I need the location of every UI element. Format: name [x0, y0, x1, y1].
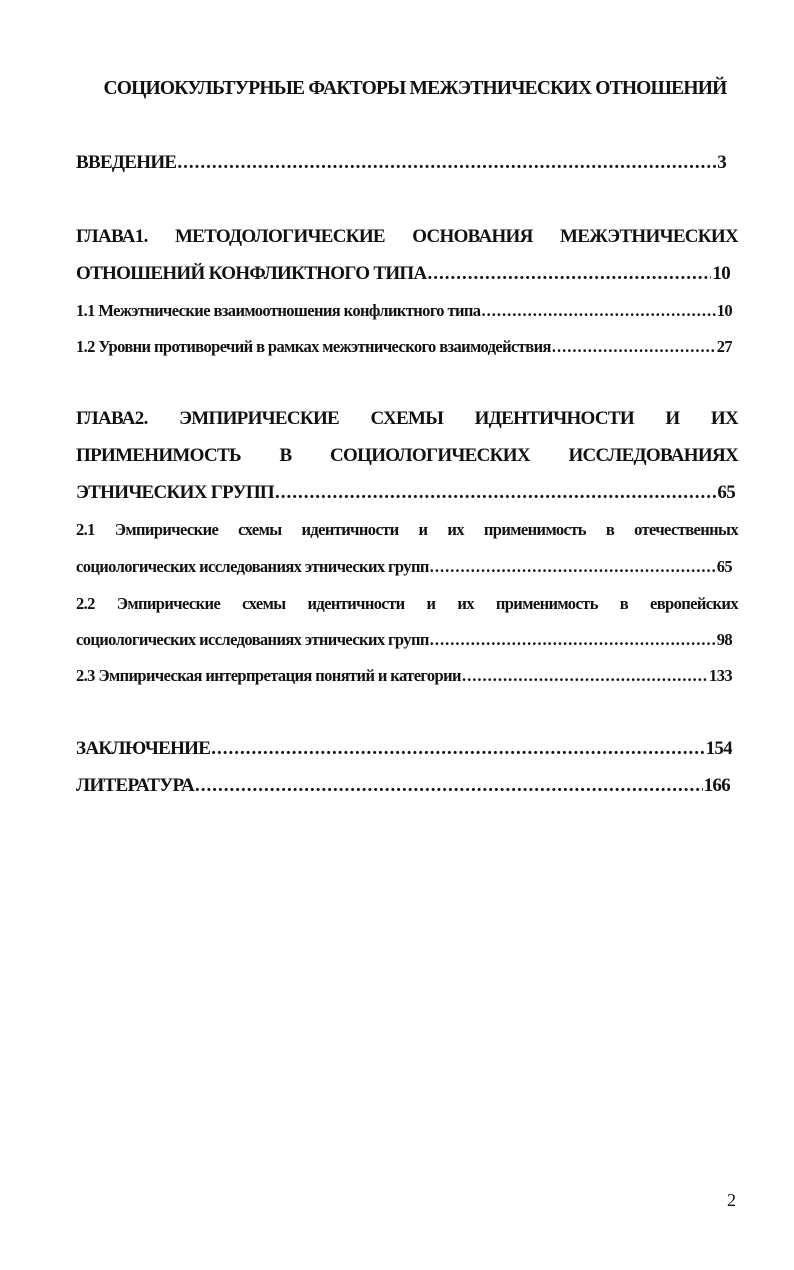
- toc-leader-dots: [195, 775, 703, 797]
- toc-entry-page: 98: [716, 630, 732, 649]
- toc-section-2-2-line1: 2.2 Эмпирические схемы идентичности и их применимость в европейских: [76, 594, 738, 613]
- toc-entry-page: 3: [717, 152, 726, 173]
- toc-entry-label: ВВЕДЕНИЕ: [76, 152, 177, 173]
- toc-entry-label: 1.2 Уровни противоречий в рамках межэтнического взаимодействия: [76, 337, 551, 356]
- toc-entry-section-1-2: [76, 337, 732, 357]
- toc-leader-dots: [275, 482, 716, 504]
- toc-entry-label: ОТНОШЕНИЙ КОНФЛИКТНОГО ТИПА: [76, 263, 427, 284]
- toc-entry-literature: [76, 775, 730, 797]
- toc-entry-label: социологических исследованиях этнических групп: [76, 557, 429, 576]
- toc-entry-label: ЛИТЕРАТУРА: [76, 775, 195, 796]
- toc-leader-dots: [177, 152, 716, 174]
- toc-entry-page: 154: [705, 738, 732, 759]
- toc-leader-dots: [430, 557, 716, 577]
- toc-leader-dots: [211, 738, 704, 760]
- toc-entry-page: 65: [716, 557, 732, 576]
- toc-entry-label: 1.1 Межэтнические взаимоотношения конфликтного типа: [76, 301, 481, 320]
- toc-entry-section-2-2: [76, 630, 732, 650]
- page-number: 2: [727, 1190, 736, 1210]
- toc-entry-page: 65: [717, 482, 735, 503]
- toc-chapter1-title-line1: ГЛАВА1. МЕТОДОЛОГИЧЕСКИЕ ОСНОВАНИЯ МЕЖЭТНИЧЕСКИХ: [76, 226, 738, 247]
- toc-entry-section-2-3: [76, 666, 732, 686]
- toc-section-2-1-line1: 2.1 Эмпирические схемы идентичности и их применимость в отечественных: [76, 520, 738, 539]
- toc-entry-chapter1: [76, 263, 730, 285]
- toc-entry-section-1-1: [76, 301, 732, 321]
- toc-entry-page: 10: [712, 263, 730, 284]
- toc-entry-conclusion: [76, 738, 732, 760]
- toc-leader-dots: [552, 337, 716, 357]
- toc-entry-page: 133: [709, 666, 732, 685]
- toc-entry-page: 166: [703, 775, 730, 796]
- toc-entry-label: ЗАКЛЮЧЕНИЕ: [76, 738, 211, 759]
- toc-entry-label: ЭТНИЧЕСКИХ ГРУПП: [76, 482, 275, 503]
- toc-entry-label: социологических исследованиях этнических групп: [76, 630, 429, 649]
- toc-leader-dots: [428, 263, 712, 285]
- toc-chapter2-title-line2: ПРИМЕНИМОСТЬ В СОЦИОЛОГИЧЕСКИХ ИССЛЕДОВАНИЯХ: [76, 445, 738, 466]
- toc-entry-label: 2.3 Эмпирическая интерпретация понятий и категории: [76, 666, 461, 685]
- toc-chapter2-title-line1: ГЛАВА2. ЭМПИРИЧЕСКИЕ СХЕМЫ ИДЕНТИЧНОСТИ И ИХ: [76, 408, 738, 429]
- toc-entry-page: 10: [716, 301, 732, 320]
- toc-entry-intro: [76, 152, 726, 174]
- toc-entry-chapter2: [76, 482, 735, 504]
- toc-leader-dots: [481, 301, 715, 321]
- toc-entry-page: 27: [716, 337, 732, 356]
- document-title: СОЦИОКУЛЬТУРНЫЕ ФАКТОРЫ МЕЖЭТНИЧЕСКИХ ОТНОШЕНИЙ: [103, 78, 727, 99]
- toc-entry-section-2-1: [76, 557, 732, 577]
- toc-leader-dots: [430, 630, 716, 650]
- toc-leader-dots: [462, 666, 708, 686]
